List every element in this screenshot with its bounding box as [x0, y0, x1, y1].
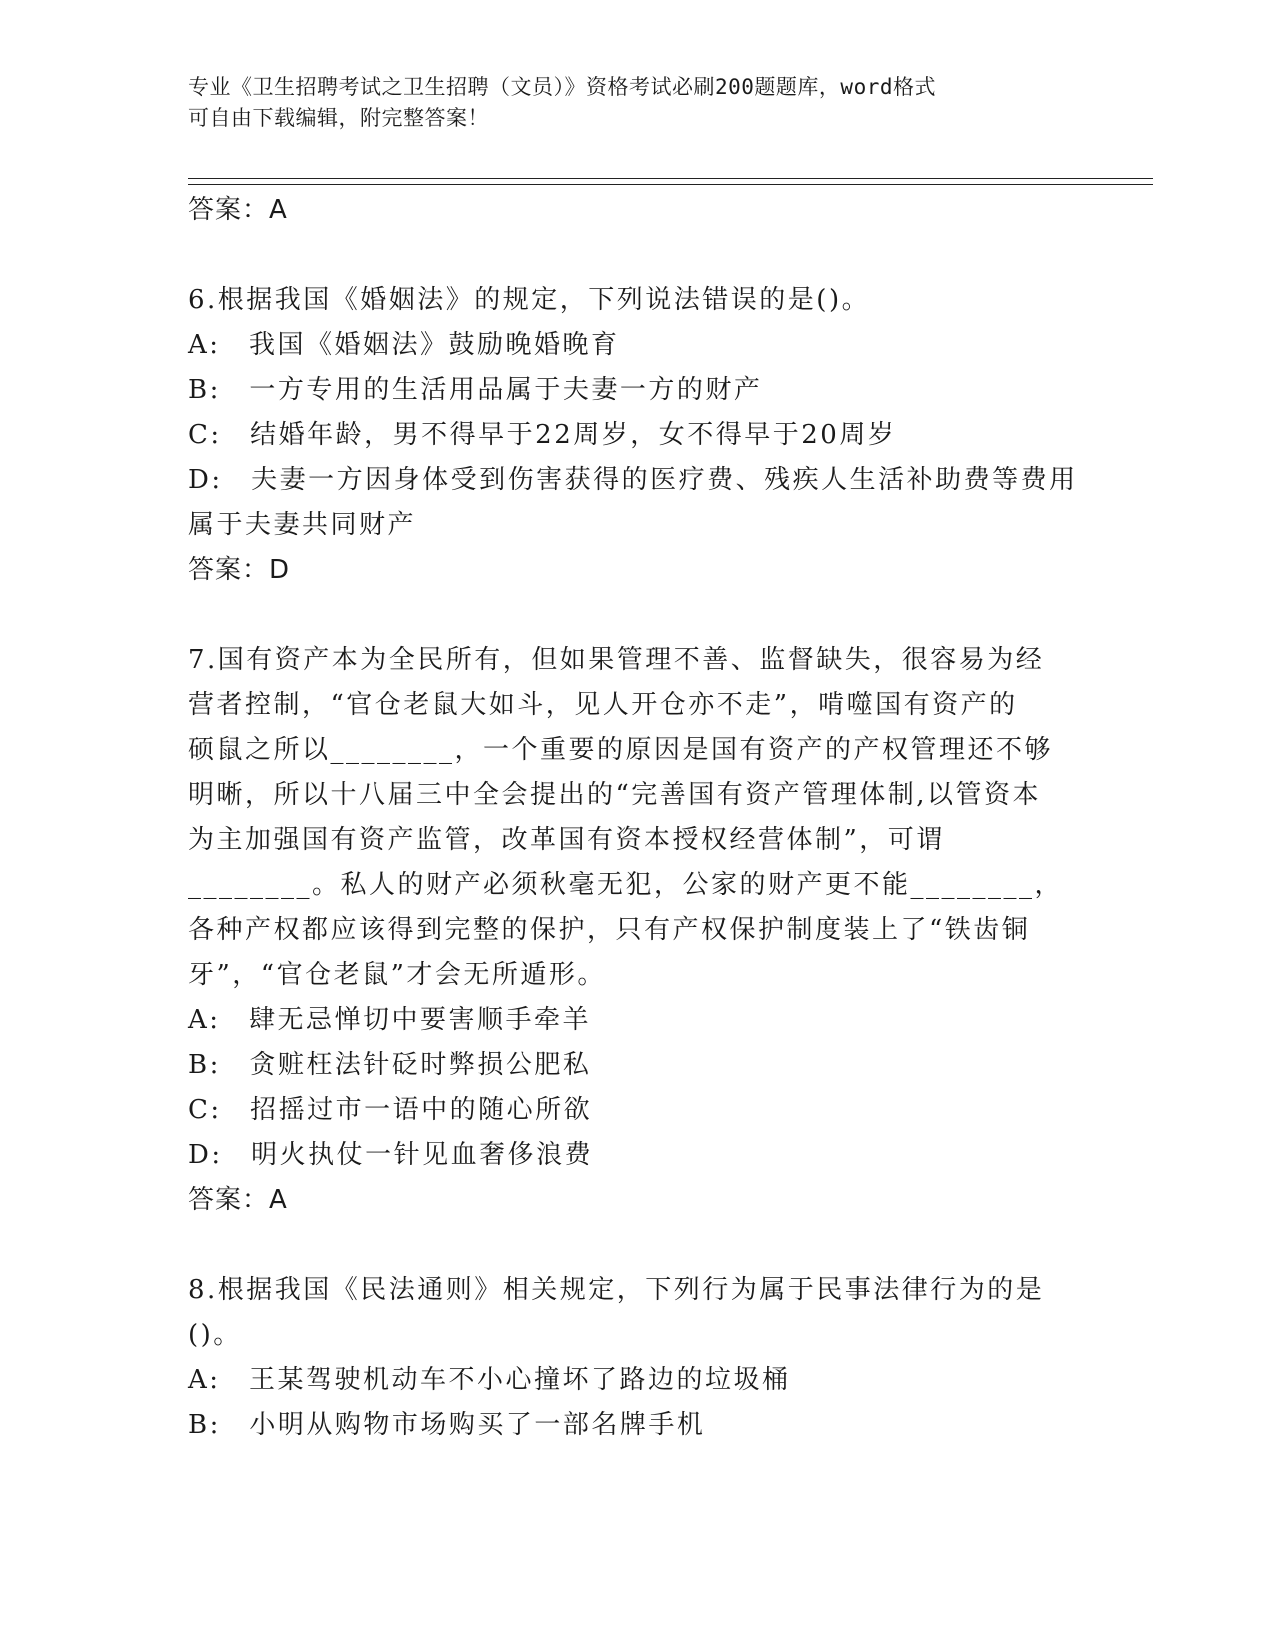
- question-list: [188, 188, 1088, 1448]
- question-stem: 7.国有资产本为全民所有，但如果管理不善、监督缺失，很容易为经: [188, 645, 1045, 675]
- spacer: [188, 233, 1088, 278]
- question-stem: ________。私人的财产必须秋毫无犯，公家的财产更不能________，: [188, 870, 1064, 900]
- answer-line: 答案：A: [188, 1185, 288, 1215]
- question-stem: 6.根据我国《婚姻法》的规定，下列说法错误的是()。: [188, 285, 871, 315]
- question-stem: 各种产权都应该得到完整的保护，只有产权保护制度装上了“铁齿铜: [188, 915, 1031, 945]
- answer-line: 答案：D: [188, 555, 291, 585]
- spacer: [188, 593, 1088, 638]
- option-c: C: 结婚年龄，男不得早于22周岁，女不得早于20周岁: [188, 420, 897, 450]
- question-6: [188, 278, 1088, 593]
- option-a: A: 肆无忌惮切中要害顺手牵羊: [188, 1005, 592, 1035]
- question-stem: 牙”，“官仓老鼠”才会无所遁形。: [188, 960, 606, 990]
- header-line: 可自由下载编辑，附完整答案！: [188, 106, 489, 130]
- option-a: A: 我国《婚姻法》鼓励晚婚晚育: [188, 330, 620, 360]
- question-stem: 营者控制，“官仓老鼠大如斗，见人开仓亦不走”，啃噬国有资产的: [188, 690, 1018, 720]
- question-stem: 硕鼠之所以________，一个重要的原因是国有资产的产权管理还不够: [188, 735, 1054, 765]
- question-stem: 为主加强国有资产监管，改革国有资本授权经营体制”，可谓: [188, 825, 945, 855]
- option-d-continued: 属于夫妻共同财产: [188, 510, 417, 540]
- page-header: [188, 72, 1068, 134]
- option-d: D: 明火执仗一针见血奢侈浪费: [188, 1140, 594, 1170]
- header-divider: [188, 178, 1153, 185]
- question-stem: ()。: [188, 1320, 242, 1350]
- question-8: [188, 1268, 1088, 1448]
- option-d: D: 夫妻一方因身体受到伤害获得的医疗费、残疾人生活补助费等费用: [188, 465, 1078, 495]
- option-a: A: 王某驾驶机动车不小心撞坏了路边的垃圾桶: [188, 1365, 791, 1395]
- answer-line: 答案：A: [188, 195, 288, 225]
- question-7: [188, 638, 1088, 1223]
- question-stem: 明晰，所以十八届三中全会提出的“完善国有资产管理体制,以管资本: [188, 780, 1042, 810]
- option-b: B: 贪赃枉法针砭时弊损公肥私: [188, 1050, 592, 1080]
- question-stem: 8.根据我国《民法通则》相关规定，下列行为属于民事法律行为的是: [188, 1275, 1045, 1305]
- option-c: C: 招摇过市一语中的随心所欲: [188, 1095, 593, 1125]
- spacer: [188, 1223, 1088, 1268]
- option-b: B: 一方专用的生活用品属于夫妻一方的财产: [188, 375, 763, 405]
- header-line: 专业《卫生招聘考试之卫生招聘（文员）》资格考试必刷200题题库，word格式: [188, 75, 936, 99]
- option-b: B: 小明从购物市场购买了一部名牌手机: [188, 1410, 706, 1440]
